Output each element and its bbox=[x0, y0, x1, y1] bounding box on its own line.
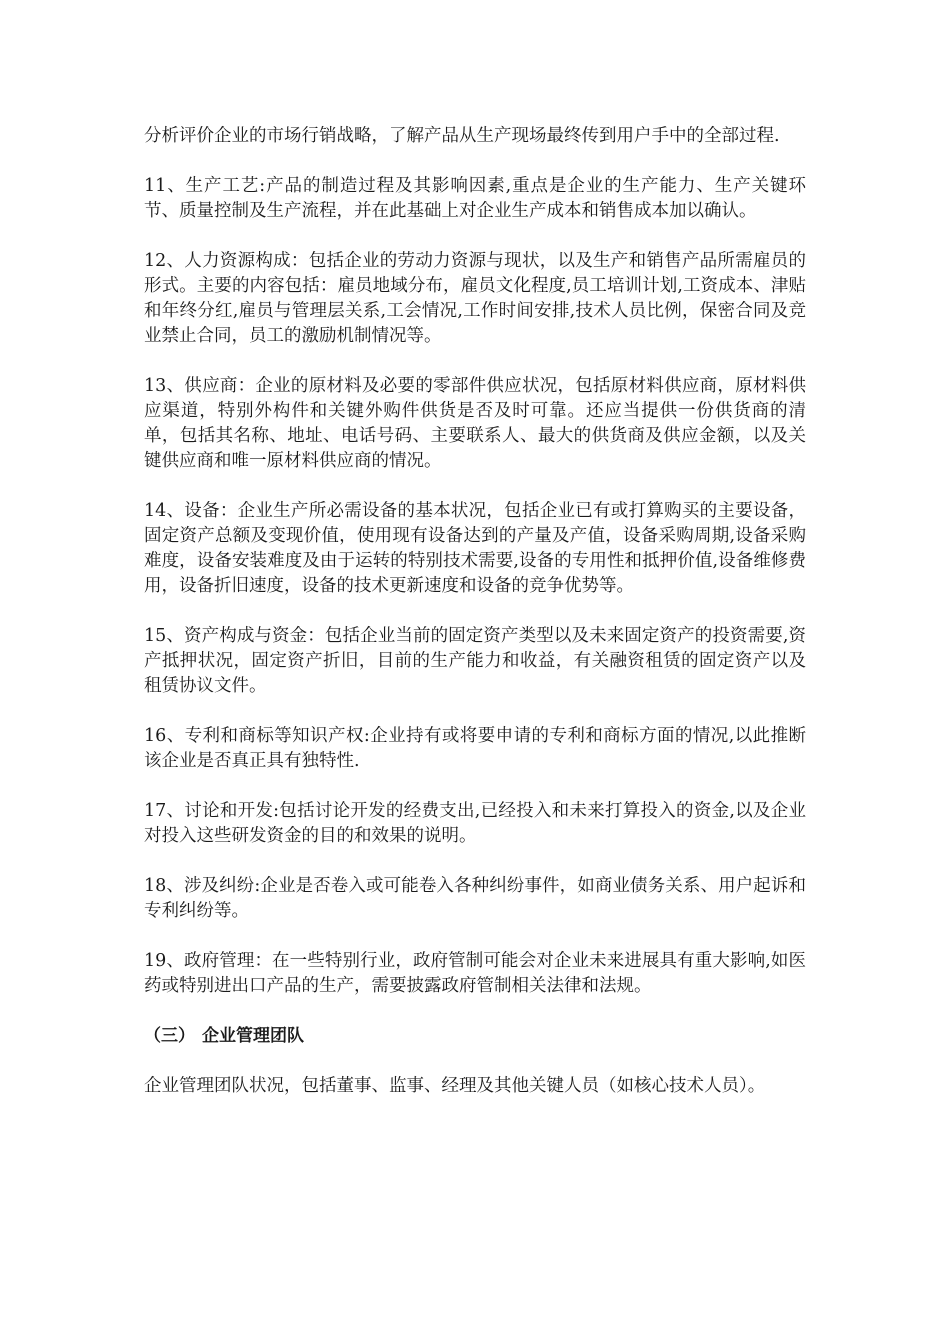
item-19-government-regulation: 19、政府管理：在一些特别行业，政府管制可能会对企业未来进展具有重大影响,如医药或特别进出口产品的生产，需要披露政府管制相关法律和法规。 bbox=[144, 951, 806, 996]
item-11-production-process: 11、生产工艺:产品的制造过程及其影响因素,重点是企业的生产能力、生产关键环节、质量控制及生产流程，并在此基础上对企业生产成本和销售成本加以确认。 bbox=[144, 176, 806, 221]
item-17-research-development: 17、讨论和开发:包括讨论开发的经费支出,已经投入和未来打算投入的资金,以及企业对投入这些研发资金的目的和效果的说明。 bbox=[144, 801, 806, 846]
item-15-assets-funds: 15、资产构成与资金：包括企业当前的固定资产类型以及未来固定资产的投资需要,资产抵押状况，固定资产折旧，目前的生产能力和收益，有关融资租赁的固定资产以及租赁协议文件。 bbox=[144, 626, 806, 696]
document-page bbox=[144, 124, 806, 1124]
item-16-intellectual-property: 16、专利和商标等知识产权:企业持有或将要申请的专利和商标方面的情况,以此推断该企业是否真正具有独特性. bbox=[144, 726, 806, 771]
closing-paragraph: 企业管理团队状况，包括董事、监事、经理及其他关键人员（如核心技术人员）。 bbox=[144, 1076, 766, 1096]
section-number: （三） bbox=[144, 1026, 195, 1046]
section-title: 企业管理团队 bbox=[202, 1026, 304, 1046]
item-18-disputes: 18、涉及纠纷:企业是否卷入或可能卷入各种纠纷事件，如商业债务关系、用户起诉和专利纠纷等。 bbox=[144, 876, 806, 921]
intro-paragraph: 分析评价企业的市场行销战略，了解产品从生产现场最终传到用户手中的全部过程. bbox=[144, 126, 780, 146]
item-12-human-resources: 12、人力资源构成：包括企业的劳动力资源与现状，以及生产和销售产品所需雇员的形式。主要的内容包括：雇员地域分布，雇员文化程度,员工培训计划,工资成本、津贴和年终分红,雇员与管理层关系,工会情况,工作时间安排,技术人员比例，保密合同及竞业禁止合同，员工的激励机制情况等。 bbox=[144, 251, 806, 346]
item-13-suppliers: 13、供应商：企业的原材料及必要的零部件供应状况，包括原材料供应商，原材料供应渠道，特别外构件和关键外购件供货是否及时可靠。还应当提供一份供货商的清单，包括其名称、地址、电话号码、主要联系人、最大的供货商及供应金额，以及关键供应商和唯一原材料供应商的情况。 bbox=[144, 376, 806, 471]
section-heading bbox=[144, 1024, 806, 1049]
item-14-equipment: 14、设备：企业生产所必需设备的基本状况，包括企业已有或打算购买的主要设备，固定资产总额及变现价值，使用现有设备达到的产量及产值，设备采购周期,设备采购难度，设备安装难度及由于运转的特别技术需要,设备的专用性和抵押价值,设备维修费用，设备折旧速度，设备的技术更新速度和设备的竞争优势等。 bbox=[144, 501, 806, 596]
